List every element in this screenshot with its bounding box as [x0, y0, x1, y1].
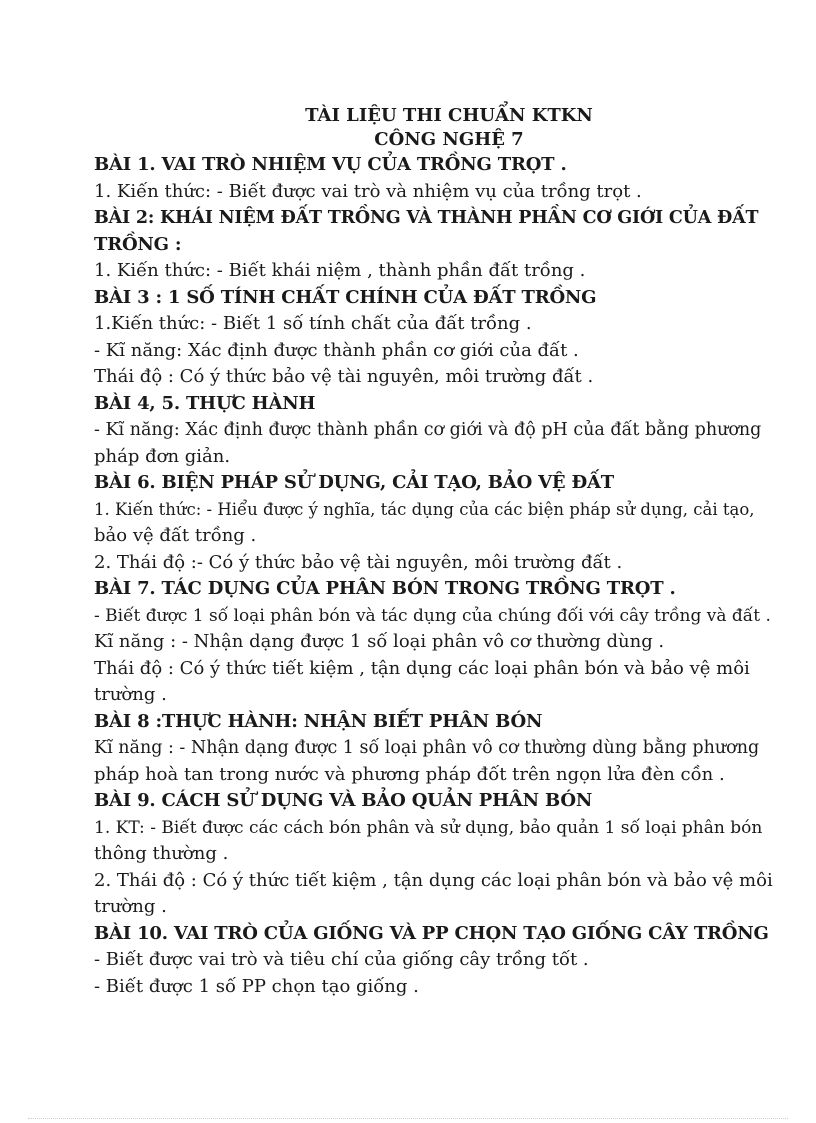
- section-heading: BÀI 1. VAI TRÒ NHIỆM VỤ CỦA TRỒNG TRỌT .: [94, 154, 567, 175]
- text-line: Thái độ : Có ý thức tiết kiệm , tận dụng các loại phân bón và bảo vệ môi: [94, 657, 750, 679]
- text-line: - Biết được 1 số loại phân bón và tác dụng của chúng đối với cây trồng và đất .: [94, 605, 771, 626]
- section-heading: BÀI 8 :THỰC HÀNH: NHẬN BIẾT PHÂN BÓN: [94, 710, 543, 732]
- document-title-line-2: CÔNG NGHỆ 7: [374, 129, 524, 150]
- section-heading: BÀI 7. TÁC DỤNG CỦA PHÂN BÓN TRONG TRỒNG TRỌT .: [94, 578, 676, 599]
- text-line: - Kĩ năng: Xác định được thành phần cơ giới của đất .: [94, 339, 579, 361]
- text-line: 1.Kiến thức: - Biết 1 số tính chất của đất trồng .: [94, 313, 532, 334]
- text-line: 1. Kiến thức: - Biết được vai trò và nhiệm vụ của trồng trọt .: [94, 180, 642, 202]
- text-line: Kĩ năng : - Nhận dạng được 1 số loại phân vô cơ thường dùng .: [94, 631, 665, 652]
- text-line: Thái độ : Có ý thức bảo vệ tài nguyên, môi trường đất .: [94, 366, 594, 387]
- text-line: pháp hoà tan trong nước và phương pháp đốt trên ngọn lửa đèn cồn .: [94, 763, 725, 785]
- text-line: 1. Kiến thức: - Biết khái niệm , thành phần đất trồng .: [94, 260, 586, 281]
- text-line: pháp đơn giản.: [94, 445, 231, 467]
- text-line: - Kĩ năng: Xác định được thành phần cơ giới và độ pH của đất bằng phương: [94, 420, 762, 440]
- section-heading: BÀI 10. VAI TRÒ CỦA GIỐNG VÀ PP CHỌN TẠO GIỐNG CÂY TRỒNG: [94, 922, 769, 944]
- section-heading: BÀI 6. BIỆN PHÁP SỬ DỤNG, CẢI TẠO, BẢO VỆ ĐẤT: [94, 472, 614, 493]
- section-heading: BÀI 3 : 1 SỐ TÍNH CHẤT CHÍNH CỦA ĐẤT TRỒNG: [94, 286, 597, 308]
- document-body: [94, 104, 774, 1000]
- text-line: - Biết được vai trò và tiêu chí của giống cây trồng tốt .: [94, 949, 589, 970]
- text-line: trường .: [94, 684, 167, 705]
- text-line: thông thường .: [94, 843, 229, 864]
- page-bottom-divider: [28, 1118, 788, 1119]
- text-line: 1. KT: - Biết được các cách bón phân và sử dụng, bảo quản 1 số loại phân bón: [94, 817, 763, 838]
- section-heading: BÀI 9. CÁCH SỬ DỤNG VÀ BẢO QUẢN PHÂN BÓN: [94, 790, 593, 811]
- section-heading: TRỒNG :: [94, 233, 182, 255]
- text-line: Kĩ năng : - Nhận dạng được 1 số loại phân vô cơ thường dùng bằng phương: [94, 738, 760, 758]
- text-line: 2. Thái độ : Có ý thức tiết kiệm , tận dụng các loại phân bón và bảo vệ môi: [94, 869, 773, 891]
- document-title-line-1: TÀI LIỆU THI CHUẨN KTKN: [305, 105, 593, 126]
- text-line: trường .: [94, 896, 167, 917]
- section-heading: BÀI 4, 5. THỰC HÀNH: [94, 392, 316, 414]
- section-heading: BÀI 2: KHÁI NIỆM ĐẤT TRỒNG VÀ THÀNH PHẦN CƠ GIỚI CỦA ĐẤT: [94, 208, 759, 228]
- text-line: 2. Thái độ :- Có ý thức bảo vệ tài nguyên, môi trường đất .: [94, 551, 623, 573]
- text-line: - Biết được 1 số PP chọn tạo giống .: [94, 975, 419, 997]
- document-lines: [94, 152, 774, 1000]
- text-line: bảo vệ đất trồng .: [94, 525, 257, 546]
- text-line: 1. Kiến thức: - Hiểu được ý nghĩa, tác dụng của các biện pháp sử dụng, cải tạo,: [94, 499, 755, 519]
